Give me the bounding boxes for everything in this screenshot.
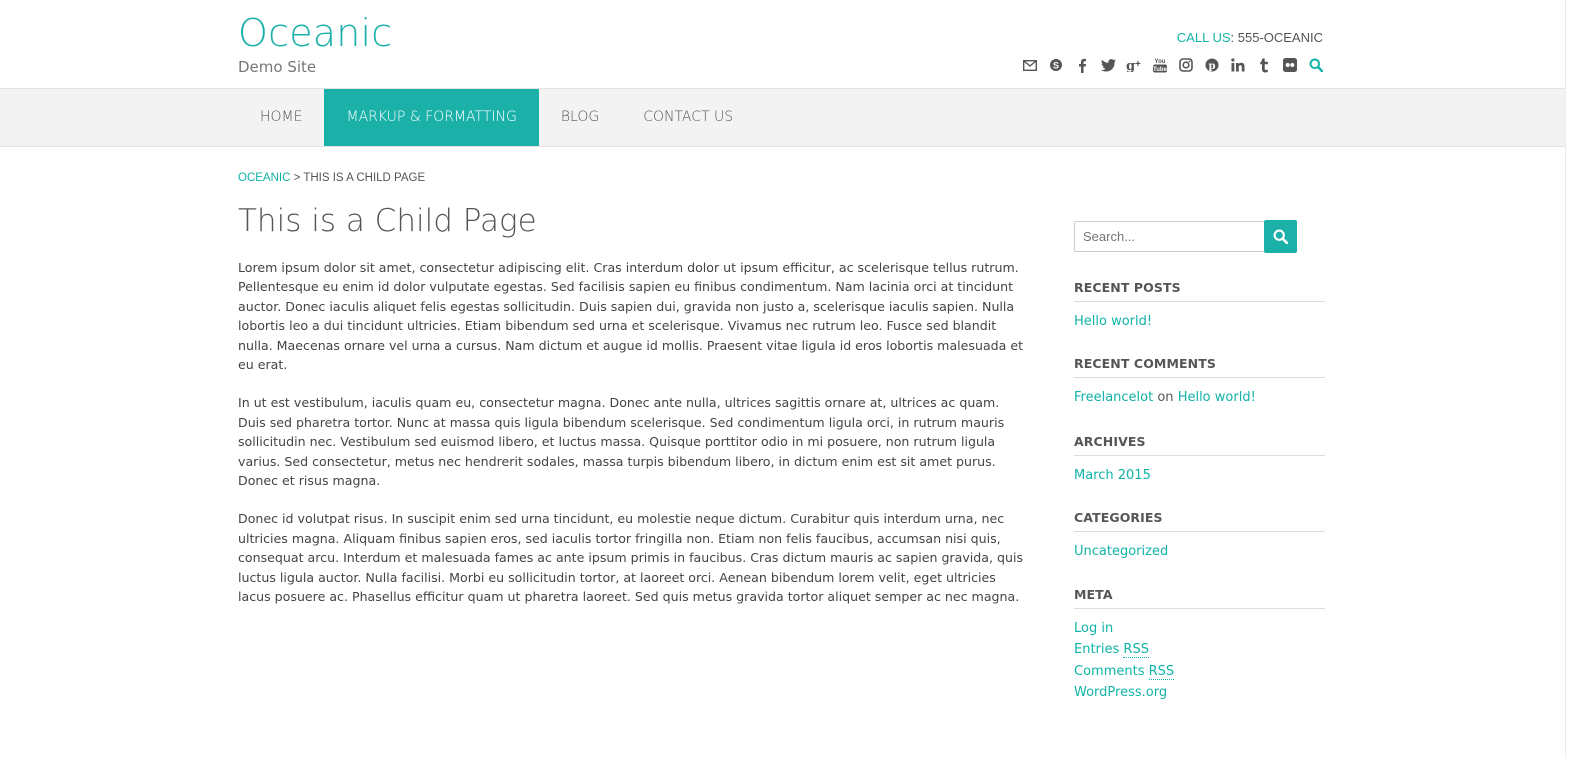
meta-login-link[interactable]: Log in — [1074, 621, 1114, 636]
recent-comment-item — [1074, 390, 1256, 405]
comment-on-text: on — [1153, 390, 1178, 405]
category-link[interactable]: Uncategorized — [1074, 544, 1169, 559]
comment-post-link[interactable]: Hello world! — [1177, 390, 1256, 405]
tumblr-icon[interactable] — [1255, 56, 1273, 74]
svg-text:+: + — [1134, 59, 1141, 70]
svg-text:Tube: Tube — [1153, 67, 1167, 73]
comment-author-link[interactable]: Freelancelot — [1074, 390, 1154, 405]
googleplus-icon[interactable] — [1125, 56, 1143, 74]
meta-title: META — [1074, 587, 1325, 609]
svg-text:S: S — [1052, 60, 1060, 71]
recent-post-link[interactable]: Hello world! — [1074, 314, 1153, 329]
sidebar-search — [1074, 221, 1297, 253]
breadcrumb-home-link[interactable]: OCEANIC — [238, 172, 291, 184]
call-us-number: : 555-OCEANIC — [1230, 30, 1323, 45]
svg-text:p: p — [1208, 61, 1216, 72]
search-icon[interactable] — [1307, 56, 1325, 74]
flickr-icon[interactable] — [1281, 56, 1299, 74]
svg-text:g: g — [1125, 59, 1135, 72]
archive-link[interactable]: March 2015 — [1074, 468, 1151, 483]
recent-comments-title: RECENT COMMENTS — [1074, 356, 1325, 378]
content-paragraph: Lorem ipsum dolor sit amet, consectetur adipiscing elit. Cras interdum dolor ut ipsum efficitur, ac scelerisque tellus rutrum. Pellentesque eu enim id dolor vulputate egestas. Sed facilisis sapien eu finibus condimentum. Nam lacinia orci at tincidunt auctor. Donec iaculis aliquet felis egestas sollicitudin. Duis sapien dui, gravida non justo a, scelerisque iaculis sapien. Nulla lobortis leo a dui tincidunt ultricies. Etiam bibendum sed urna et scelerisque. Vivamus nec rutrum leo. Fusce sed blandit nulla. Maecenas ornare vel urna a cursus. Nam dictum et augue id mollis. Praesent vitae ligula id eros lobortis malesuada et eu erat. — [238, 260, 1024, 373]
site-title[interactable]: Oceanic — [238, 11, 393, 55]
nav-item-markup-formatting[interactable]: MARKUP & FORMATTING — [324, 89, 538, 146]
email-icon[interactable] — [1021, 56, 1039, 74]
breadcrumb-current: THIS IS A CHILD PAGE — [303, 172, 426, 184]
nav-item-blog[interactable]: BLOG — [560, 109, 600, 125]
content-paragraph: In ut est vestibulum, iaculis quam eu, consectetur magna. Donec ante nulla, ultrices sagittis ornare at, ultrices ac quam. Duis sed pharetra tortor. Nunc at massa quis ligula bibendum scelerisque. Sed condimentum ligula orci, in rutrum mauris sollicitudin nec. Vestibulum sed euismod libero, et luctus massa. Quisque porttitor odio in mi posuere, non rutrum ligula varius. Sed consectetur, metus nec hendrerit sodales, massa turpis bibendum libero, in dictum enim est sit amet purus. Donec et risus magna. — [238, 395, 1005, 489]
facebook-icon[interactable] — [1073, 56, 1091, 74]
rss-abbr: RSS — [1148, 664, 1175, 679]
entries-label: Entries — [1074, 642, 1120, 657]
breadcrumb-separator: > — [290, 172, 304, 184]
recent-posts-title: RECENT POSTS — [1074, 280, 1325, 302]
search-button[interactable] — [1264, 220, 1297, 253]
nav-menu — [238, 89, 755, 146]
content-paragraph: Donec id volutpat risus. In suscipit enim sed urna tincidunt, eu molestie neque dictum. Curabitur quis interdum urna, nec ultricies magna. Aliquam finibus sapien eros, sed iaculis tortor fringilla non. Etiam non felis faucibus, accumsan nisi quis, consequat arcu. Interdum et malesuada fames ac ante ipsum primis in faucibus. Cras dictum mauris ac sapien gravida, quis luctus ligula auctor. Nulla facilisi. Morbi eu sollicitudin tortor, at laoreet orci. Aenean bibendum lorem velit, eget ultricies lacus posuere ac. Phasellus efficitur quam ut pharetra laoreet. Sed quis metus gravida tortor aliquet semper ac nec magna. — [238, 511, 1024, 605]
meta-wordpress-link[interactable]: WordPress.org — [1074, 685, 1168, 700]
comments-label: Comments — [1074, 664, 1145, 679]
meta-entries-rss-link[interactable] — [1074, 642, 1149, 657]
pinterest-icon[interactable] — [1203, 56, 1221, 74]
call-us-label: CALL US — [1176, 30, 1231, 45]
svg-text:You: You — [1154, 59, 1166, 65]
social-icons — [1021, 56, 1325, 74]
site-description: Demo Site — [238, 58, 317, 76]
search-input[interactable] — [1074, 221, 1264, 252]
page-scrollbar[interactable] — [1565, 0, 1581, 758]
call-us — [1177, 30, 1323, 45]
archives-title: ARCHIVES — [1074, 434, 1325, 456]
page-content — [238, 258, 1030, 626]
skype-icon[interactable] — [1047, 56, 1065, 74]
meta-comments-rss-link[interactable] — [1074, 664, 1174, 679]
instagram-icon[interactable] — [1177, 56, 1195, 74]
rss-abbr: RSS — [1123, 642, 1149, 657]
twitter-icon[interactable] — [1099, 56, 1117, 74]
categories-title: CATEGORIES — [1074, 510, 1325, 532]
linkedin-icon[interactable] — [1229, 56, 1247, 74]
nav-item-home[interactable]: HOME — [260, 109, 303, 125]
breadcrumb — [238, 172, 425, 184]
search-icon — [1273, 229, 1288, 244]
youtube-icon[interactable] — [1151, 56, 1169, 74]
main-navigation — [0, 88, 1565, 147]
page-title: This is a Child Page — [238, 203, 537, 239]
nav-item-contact-us[interactable]: CONTACT US — [643, 109, 734, 125]
